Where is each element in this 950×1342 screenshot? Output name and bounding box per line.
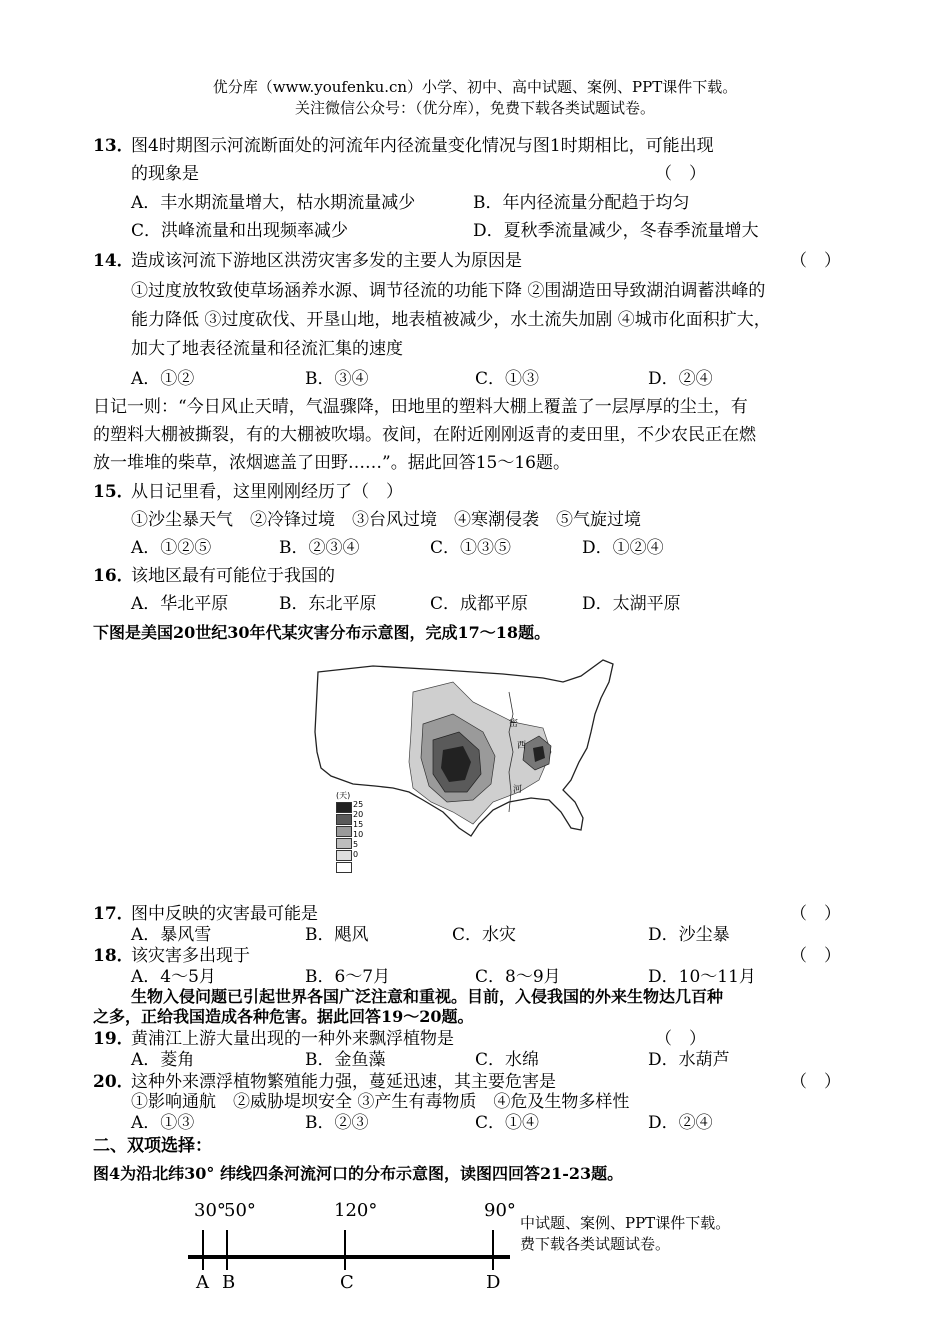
q20-option-d: D．②④ (648, 1113, 713, 1133)
map-label-he: 河 (513, 785, 523, 795)
lon-label-d: 90° (484, 1200, 516, 1221)
q18-stem: 该灾害多出现于 (131, 946, 250, 966)
q14-item-line-2: 能力降低 ③过度砍伐、开垦山地，地表植被减少，水土流失加剧 ④城市化面积扩大， (131, 310, 771, 330)
legend-swatch-20 (336, 814, 352, 825)
q19-option-d: D．水葫芦 (648, 1050, 730, 1070)
legend-value-15: 15 (353, 820, 364, 829)
legend-value-25: 25 (353, 800, 364, 809)
q14-option-d: D．②④ (648, 369, 713, 389)
q16-option-a: A．华北平原 (131, 594, 229, 614)
q13-option-c: C．洪峰流量和出现频率减少 (131, 221, 349, 241)
q15-number: 15． (93, 482, 134, 502)
legend-swatch-0 (336, 862, 352, 873)
q19-option-a: A．菱角 (131, 1050, 195, 1070)
lon-label-c: 120° (334, 1200, 378, 1221)
q17-option-c: C．水灾 (452, 925, 517, 945)
q14-item-line-1: ①过度放牧致使草场涵养水源、调节径流的功能下降 ②围湖造田导致湖泊调蓄洪峰的 (131, 281, 766, 301)
q17-number: 17． (93, 904, 134, 924)
q14-option-b: B．③④ (305, 369, 369, 389)
q20-number: 20． (93, 1072, 134, 1092)
q17-stem: 图中反映的灾害最可能是 (131, 904, 318, 924)
lon-label-b: 50° (224, 1200, 256, 1221)
legend-swatch-25 (336, 802, 352, 813)
q18-number: 18． (93, 946, 134, 966)
footer-fragment-1: 中试题、案例、PPT课件下载。 (520, 1214, 731, 1232)
q14-number: 14． (93, 251, 134, 271)
q18-option-d: D．10～11月 (648, 967, 756, 987)
q14-option-c: C．①③ (475, 369, 540, 389)
q16-stem: 该地区最有可能位于我国的 (131, 566, 335, 586)
q16-option-d: D．太湖平原 (582, 594, 681, 614)
q14-answer-paren: （ ） (790, 251, 841, 271)
lon-label-a: 30° (194, 1200, 226, 1221)
intro-19-20-line-2: 之多，正给我国造成各种危害。据此回答19～20题。 (93, 1007, 474, 1026)
q16-option-c: C．成都平原 (430, 594, 529, 614)
q13-stem-2: 的现象是 (131, 164, 199, 184)
q17-option-d: D．沙尘暴 (648, 925, 730, 945)
q20-answer-paren: （ ） (790, 1072, 841, 1092)
q13-option-b: B．年内径流量分配趋于均匀 (473, 193, 690, 213)
q20-items: ①影响通航 ②威胁堤坝安全 ③产生有毒物质 ④危及生物多样性 (131, 1092, 630, 1112)
q13-stem-1: 图4时期图示河流断面处的河流年内径流量变化情况与图1时期相比，可能出现 (131, 136, 714, 156)
q13-option-d: D．夏秋季流量减少，冬春季流量增大 (473, 221, 759, 241)
q13-number: 13． (93, 136, 134, 156)
q14-option-a: A．①② (131, 369, 195, 389)
q13-option-a: A．丰水期流量增大，枯水期流量减少 (131, 193, 416, 213)
q18-option-a: A．4～5月 (131, 967, 216, 987)
diary-line-2: 的塑料大棚被撕裂，有的大棚被吹塌。夜间，在附近刚刚返青的麦田里，不少农民正在燃 (93, 425, 756, 445)
header-line-1: 优分库（www.youfenku.cn）小学、初中、高中试题、案例、PPT课件下载。 (212, 78, 738, 96)
diary-line-3: 放一堆堆的柴草，浓烟遮盖了田野……”。据此回答15～16题。 (93, 453, 570, 473)
map-label-mi: 密 (509, 719, 519, 729)
point-label-b: B (222, 1272, 236, 1293)
q19-number: 19． (93, 1029, 134, 1049)
q17-option-b: B．飓风 (305, 925, 369, 945)
footer-fragment-2: 费下载各类试题试卷。 (520, 1235, 671, 1253)
legend-swatch-10 (336, 838, 352, 849)
q15-option-b: B．②③④ (279, 538, 360, 558)
q20-option-b: B．②③ (305, 1113, 369, 1133)
q19-answer-paren: （ ） (655, 1029, 706, 1049)
point-label-a: A (196, 1272, 209, 1293)
legend-value-5: 5 (353, 840, 359, 849)
q15-option-c: C．①③⑤ (430, 538, 512, 558)
q19-option-c: C．水绵 (475, 1050, 540, 1070)
legend-swatch-5 (336, 850, 352, 861)
q20-stem: 这种外来漂浮植物繁殖能力强，蔓延迅速，其主要危害是 (131, 1072, 556, 1092)
q15-stem: 从日记里看，这里刚刚经历了（ ） (131, 482, 403, 502)
section-2-title: 二、双项选择： (93, 1136, 212, 1156)
q15-option-d: D．①②④ (582, 538, 664, 558)
q18-answer-paren: （ ） (790, 946, 841, 966)
diary-line-1: 日记一则：“今日风止天晴，气温骤降，田地里的塑料大棚上覆盖了一层厚厚的尘土，有 (93, 397, 748, 417)
map-legend (336, 790, 364, 874)
legend-unit: (天) (336, 791, 351, 800)
legend-value-0: 0 (353, 850, 359, 859)
figure4-latitude-axis (180, 1200, 530, 1300)
q15-option-a: A．①②⑤ (131, 538, 212, 558)
q20-option-c: C．①④ (475, 1113, 540, 1133)
q18-option-b: B．6～7月 (305, 967, 391, 987)
legend-value-10: 10 (353, 830, 364, 839)
q19-option-b: B．金鱼藻 (305, 1050, 386, 1070)
q20-option-a: A．①③ (131, 1113, 195, 1133)
intro-17-18: 下图是美国20世纪30年代某灾害分布示意图，完成17～18题。 (93, 623, 551, 642)
map-label-xi: 西 (517, 741, 527, 751)
q13-answer-paren: （ ） (655, 164, 706, 184)
header-line-2: 关注微信公众号：（优分库），免费下载各类试题试卷。 (294, 99, 655, 117)
q18-option-c: C．8～9月 (475, 967, 561, 987)
point-label-c: C (340, 1272, 354, 1293)
q17-answer-paren: （ ） (790, 904, 841, 924)
q19-stem: 黄浦江上游大量出现的一种外来飘浮植物是 (131, 1029, 454, 1049)
q16-option-b: B．东北平原 (279, 594, 377, 614)
q14-stem: 造成该河流下游地区洪涝灾害多发的主要人为原因是 (131, 251, 522, 271)
q15-items: ①沙尘暴天气 ②冷锋过境 ③台风过境 ④寒潮侵袭 ⑤气旋过境 (131, 510, 641, 530)
q14-item-line-3: 加大了地表径流量和径流汇集的速度 (131, 339, 403, 359)
legend-swatch-15 (336, 826, 352, 837)
q17-option-a: A．暴风雪 (131, 925, 212, 945)
intro-21-23: 图4为沿北纬30° 纬线四条河流河口的分布示意图，读图四回答21-23题。 (93, 1164, 624, 1183)
legend-value-20: 20 (353, 810, 364, 819)
intro-19-20-line-1: 生物入侵问题已引起世界各国广泛注意和重视。目前，入侵我国的外来生物达几百种 (131, 987, 724, 1006)
point-label-d: D (486, 1272, 501, 1293)
q16-number: 16． (93, 566, 134, 586)
